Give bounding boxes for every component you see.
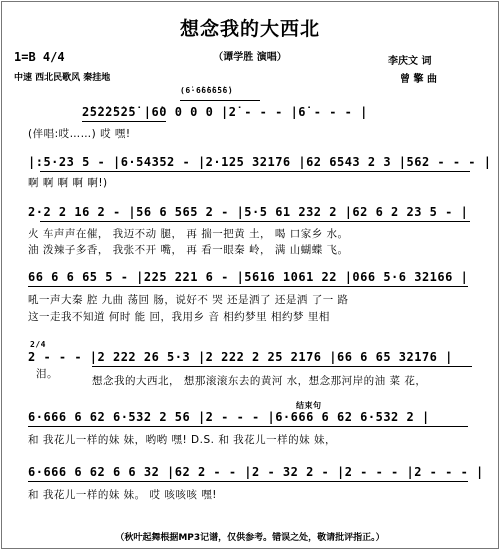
staff-line-7: 6·666 6 62 6 6 32 |62 2 - - |2 - 32 2 - |2 - - - |2 - - - |	[28, 465, 484, 479]
lyrics-line-5b: 泪。	[36, 368, 58, 380]
lyrics-line-6: 和 我花儿一样的妹 妹，哟哟 嘿! D.S. 和 我花儿一样的妹 妹，	[28, 434, 336, 446]
singer-credit: （谭学胜 演唱）	[213, 52, 287, 63]
composer-credit: 曾 擎 曲	[400, 74, 437, 85]
staff-line-3: 2·2 2 16 2 - |56 6 565 2 - |5·5 61 232 2 |62 6 2 23 5 - |	[28, 205, 469, 219]
staff-line-1: 2̇5̇2̇2̇5̇2̇5̇ |6̇0 0 0 0 |2̇ - - - |6̇ - - - |	[82, 105, 368, 119]
staff-line-4: 66 6 6 65 5 - |225 221 6 - |5616 1061 22 |066 5·6 32166 |	[28, 270, 469, 284]
footer-note: （秋叶起舞根据MP3记谱，仅供参考。错误之处，敬请批评指正。）	[115, 533, 385, 543]
time-signature: 4/4	[42, 50, 65, 64]
tempo-marking: 中速 西北民歌风 秦挂地	[14, 73, 111, 83]
lyrics-line-5: 想念我的大西北， 想那滚滚东去的黄河 水，想念那河岸的油 菜 花，	[92, 375, 427, 387]
lyrics-line-3a: 火 车声声在催， 我迈不动 腿， 再 揣一把黄 土， 喝 口家乡 水。	[28, 228, 349, 240]
lyrics-line-7: 和 我花儿一样的妹 妹。 哎 咳咳咳 嘿!	[28, 489, 217, 501]
key-signature	[14, 50, 65, 64]
song-title: 想念我的大西北	[179, 18, 320, 40]
staff-line-6: 6·666 6 62 6·532 2 56 |2 - - - |6·666 6 62 6·532 2 |	[28, 410, 430, 424]
ending-label: 结束句	[296, 401, 322, 410]
lyrics-line-3b: 油 泼辣子多香， 我张不开 嘴， 再 看一眼秦 岭， 满 山蝴蝶 飞。	[28, 244, 349, 256]
staff-line-5: 2 - - - |2 222 26 5·3 |2 222 2 25 2176 |66 6 65 32176 |	[28, 350, 453, 364]
lyrics-line-4a: 吼一声大秦 腔 九曲 荡回 肠，说好不 哭 还是洒了 还是洒 了一 路	[28, 294, 349, 306]
lyricist-credit: 李庆文 词	[388, 56, 432, 67]
lyrics-line-4b: 这一走我不知道 何时 能 回，我用乡 音 相约梦里 相约梦 里相	[28, 311, 330, 323]
key-label: 1=B	[14, 50, 36, 64]
lyrics-line-1: (伴唱:哎……) 哎 嘿!	[28, 128, 131, 140]
segno-mark: 2/4	[30, 340, 46, 349]
lyrics-line-2: 啊 啊 啊 啊 啊!)	[28, 177, 108, 189]
intro-upper-notes: (6̇·6̇6̇6̇6̇5̇6̇)	[180, 86, 234, 95]
staff-line-2: |:5·23 5 - |6·54352 - |2·125 32176 |62 6543 2 3 |562 - - - |	[28, 155, 492, 169]
